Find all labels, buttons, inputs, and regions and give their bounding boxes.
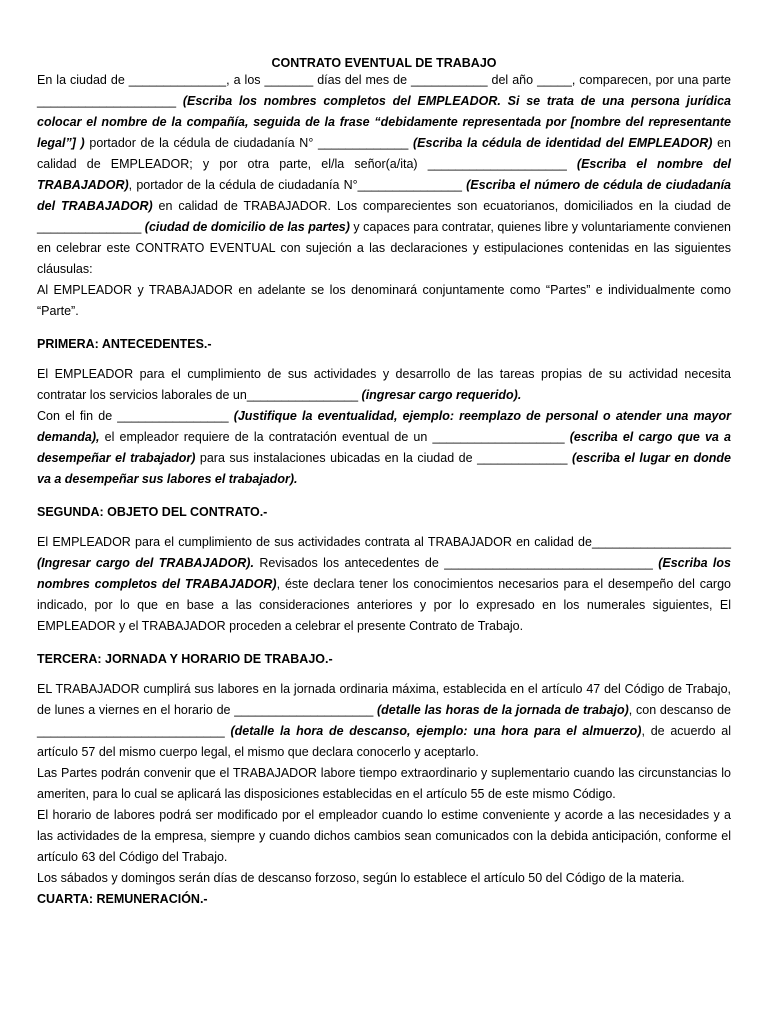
instruction-text: (ciudad de domicilio de las partes) bbox=[144, 220, 350, 234]
contract-text: El EMPLEADOR para el cumplimiento de sus actividades y desarrollo de las tareas propias de su actividad necesita contratar los servicios laborales de un________________ bbox=[37, 367, 731, 402]
instruction-text: (Escriba el nombre del TRABAJADOR) bbox=[37, 157, 732, 192]
contract-text: , con descanso de ___________________________ bbox=[37, 703, 731, 738]
clause-segunda-paragraph bbox=[37, 532, 731, 637]
contract-text: , éste declara tener los conocimientos necesarios para el desempeño del cargo indicado, por lo que en base a las consideraciones anteriores y por lo expresado en los numerales siguientes, El EMPLEADOR y el TRABAJADOR proceden a celebrar el presente Contrato de Trabajo. bbox=[37, 577, 731, 633]
instruction-text: (escriba el cargo que va a desempeñar el trabajador) bbox=[37, 430, 731, 465]
intro-parties-paragraph: Al EMPLEADOR y TRABAJADOR en adelante se los denominará conjuntamente como “Partes” e individualmente como “Parte”. bbox=[37, 283, 731, 318]
clause-tercera-paragraph-2: Las Partes podrán convenir que el TRABAJADOR labore tiempo extraordinario y suplementario cuando las circunstancias lo ameriten, para lo cual se aplicará las disposiciones establecidas en el artículo 55 de este mismo Código. bbox=[37, 766, 731, 801]
contract-text: en calidad de TRABAJADOR. Los comparecientes son ecuatorianos, domiciliados en la ciudad de _______________ bbox=[37, 199, 731, 234]
clause-segunda-heading: SEGUNDA: OBJETO DEL CONTRATO.- bbox=[37, 505, 268, 519]
clause-tercera-paragraph-4: Los sábados y domingos serán días de descanso forzoso, según lo establece el artículo 50 del Código de la materia. bbox=[37, 871, 685, 885]
contract-text: portador de la cédula de ciudadanía N° _____________ bbox=[84, 136, 413, 150]
contract-text: , portador de la cédula de ciudadanía N°_______________ bbox=[128, 178, 467, 192]
instruction-text: (Escriba el número de cédula de ciudadanía del TRABAJADOR) bbox=[37, 178, 731, 213]
instruction-text: (Escriba los nombres completos del TRABAJADOR) bbox=[37, 556, 731, 591]
instruction-text: (escriba el lugar en donde va a desempeñar sus labores el trabajador). bbox=[37, 451, 732, 486]
contract-text: EL TRABAJADOR cumplirá sus labores en la jornada ordinaria máxima, establecida en el artículo 47 del Código de Trabajo, de lunes a viernes en el horario de ____________________ bbox=[37, 682, 731, 717]
clause-cuarta-heading: CUARTA: REMUNERACIÓN.- bbox=[37, 892, 208, 906]
contract-text: para sus instalaciones ubicadas en la ciudad de _____________ bbox=[195, 451, 572, 465]
clause-tercera-paragraph-1 bbox=[37, 679, 731, 763]
instruction-text: (ingresar cargo requerido). bbox=[361, 388, 522, 402]
contract-text: Con el fin de ________________ bbox=[37, 409, 234, 423]
instruction-text: (detalle las horas de la jornada de trabajo) bbox=[377, 703, 629, 717]
instruction-text: (Justifique la eventualidad, ejemplo: reemplazo de personal o atender una mayor demanda), bbox=[37, 409, 731, 444]
instruction-text: (Ingresar cargo del TRABAJADOR). bbox=[37, 556, 254, 570]
instruction-text: (detalle la hora de descanso, ejemplo: una hora para el almuerzo) bbox=[230, 724, 642, 738]
contract-text: Revisados los antecedentes de ______________________________ bbox=[253, 556, 659, 570]
contract-text: , de acuerdo al artículo 57 del mismo cuerpo legal, el mismo que declara conocerlo y aceptarlo. bbox=[37, 724, 731, 759]
clause-tercera-heading: TERCERA: JORNADA Y HORARIO DE TRABAJO.- bbox=[37, 652, 333, 666]
contract-text: en calidad de EMPLEADOR; y por otra parte, el/la señor(a/ita) ____________________ bbox=[37, 136, 731, 171]
instruction-text: (Escriba la cédula de identidad del EMPLEADOR) bbox=[413, 136, 713, 150]
contract-text: y capaces para contratar, quienes libre y voluntariamente convienen en celebrar este CONTRATO EVENTUAL con sujeción a las declaraciones y estipulaciones contenidas en las siguientes cláusulas: bbox=[37, 220, 731, 276]
clause-tercera-paragraph-3: El horario de labores podrá ser modificado por el empleador cuando lo estime conveniente y acorde a las necesidades y a las actividades de la empresa, siempre y cuando dichos cambios sean comunicados con la debida anticipación, conforme el artículo 63 del Código del Trabajo. bbox=[37, 808, 731, 864]
contract-text: El EMPLEADOR para el cumplimiento de sus actividades contrata al TRABAJADOR en calidad de____________________ bbox=[37, 535, 731, 549]
clause-primera-paragraph-2 bbox=[37, 406, 731, 490]
contract-text: el empleador requiere de la contratación eventual de un ___________________ bbox=[99, 430, 570, 444]
contract-text: En la ciudad de ______________, a los _______ días del mes de ___________ del año _____, comparecen, por una parte ____________________ bbox=[37, 73, 731, 108]
clause-primera-heading: PRIMERA: ANTECEDENTES.- bbox=[37, 337, 212, 351]
intro-paragraph bbox=[37, 70, 731, 280]
document-title: CONTRATO EVENTUAL DE TRABAJO bbox=[271, 56, 497, 70]
clause-primera-paragraph-1 bbox=[37, 364, 731, 406]
instruction-text: (Escriba los nombres completos del EMPLEADOR. Si se trata de una persona jurídica colocar el nombre de la compañía, seguida de la frase “debidamente representada por [nombre del representante legal”] ) bbox=[37, 94, 732, 150]
